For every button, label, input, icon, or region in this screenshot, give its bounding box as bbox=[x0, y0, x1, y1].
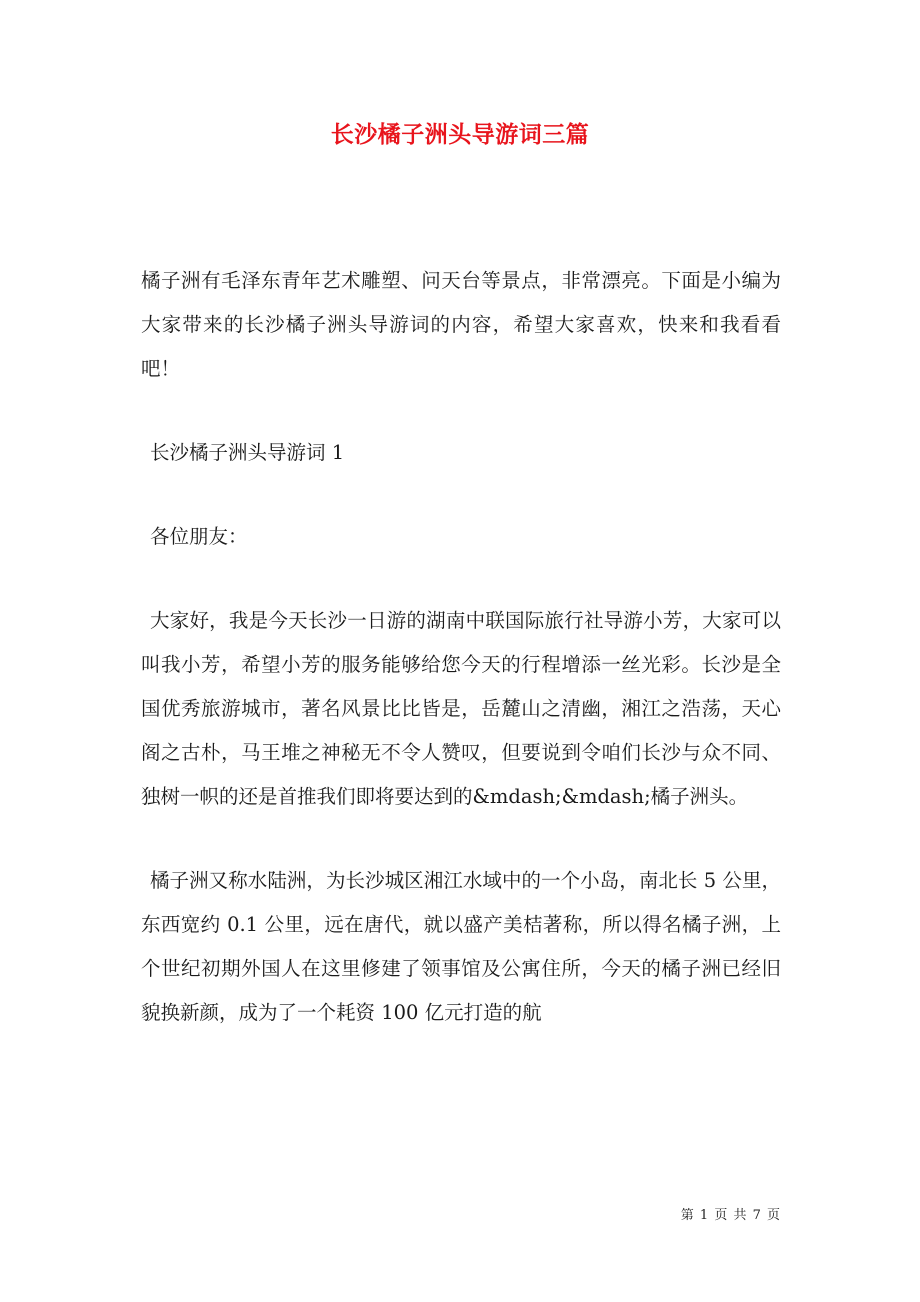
body-paragraph: 大家好，我是今天长沙一日游的湖南中联国际旅行社导游小芳，大家可以叫我小芳，希望小芳的服务能够给您今天的行程增添一丝光彩。长沙是全国优秀旅游城市，著名风景比比皆是，岳麓山之清幽，湘江之浩荡，天心阁之古朴，马王堆之神秘无不令人赞叹，但要说到令咱们长沙与众不同、独树一帜的还是首推我们即将要达到的&mdash;&mdash;橘子洲头。 bbox=[141, 609, 781, 808]
section-heading: 长沙橘子洲头导游词 1 bbox=[150, 441, 345, 464]
greeting-paragraph: 各位朋友： bbox=[150, 525, 248, 548]
document-body bbox=[141, 259, 781, 1075]
document-title: 长沙橘子洲头导游词三篇 bbox=[330, 121, 590, 148]
page-number-footer: 第 1 页 共 7 页 bbox=[680, 1208, 781, 1223]
intro-paragraph: 橘子洲有毛泽东青年艺术雕塑、问天台等景点，非常漂亮。下面是小编为大家带来的长沙橘子洲头导游词的内容，希望大家喜欢，快来和我看看吧！ bbox=[141, 269, 781, 380]
body-paragraph: 橘子洲又称水陆洲，为长沙城区湘江水域中的一个小岛，南北长 5 公里，东西宽约 0.1 公里，远在唐代，就以盛产美桔著称，所以得名橘子洲，上个世纪初期外国人在这里修建了领事馆及公寓住所，今天的橘子洲已经旧貌换新颜，成为了一个耗资 100 亿元打造的航 bbox=[141, 869, 781, 1024]
